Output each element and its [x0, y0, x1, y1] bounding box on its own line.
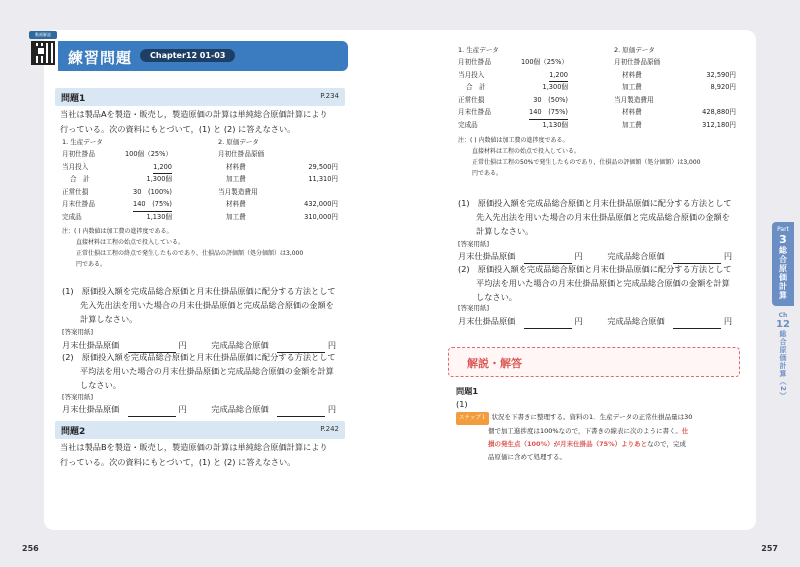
row-label: 加工費 — [226, 212, 246, 221]
yen-4: 円 — [327, 404, 337, 414]
ch-label: Ch — [778, 312, 788, 319]
r-sub1-line1: (1) 原価投入額を完成品総合原価と月末仕掛品原価に配分する方法として — [458, 198, 732, 208]
q1-ref: P.234 — [320, 92, 339, 100]
row-value: 30 (100%) — [133, 187, 172, 196]
r-note1: 注：( ) 内数値は加工費の進捗度である。 — [458, 137, 569, 144]
r-answer-label-1: [答案用紙] — [458, 240, 490, 248]
data-row — [62, 211, 212, 224]
q2-ref: P.242 — [320, 425, 339, 433]
q2-heading — [55, 421, 345, 439]
row-label: 月末仕掛品 — [62, 200, 95, 208]
note4: 円である。 — [76, 261, 107, 268]
page-title: 練習問題 — [68, 49, 133, 67]
row-label: 月初仕掛品 — [458, 58, 491, 66]
cost-data-table — [218, 148, 338, 223]
q2-intro2: 行っている。次の資料にもとづいて，(1) と (2) に答えなさい。 — [60, 457, 296, 467]
qr-code-icon[interactable] — [31, 41, 55, 65]
page-number-left: 256 — [22, 544, 39, 553]
yen-3: 円 — [178, 404, 187, 414]
row-value: 312,180円 — [702, 120, 736, 129]
data-row — [62, 186, 212, 199]
data-row — [218, 148, 338, 161]
row-label: 材料費 — [622, 108, 642, 116]
part-title: 総合原価計算 — [778, 246, 788, 300]
step-paragraph — [456, 411, 741, 464]
step-text2: 個で加工進捗度は100%なので，下書きの線表に次のように書く。 — [488, 427, 682, 435]
row-value: 8,920円 — [710, 83, 736, 91]
cost-title: 2. 原価データ — [218, 138, 259, 146]
q2-intro1: 当社は製品Bを製造・販売し，製造原価の計算は単純総合原価計算により — [60, 442, 328, 452]
r-yen-2: 円 — [723, 251, 733, 261]
data-row — [218, 211, 338, 224]
r-yen-3: 円 — [574, 316, 583, 326]
row-value: 1,130個 — [542, 120, 568, 129]
data-row — [614, 56, 736, 69]
row-label: 完成品 — [458, 120, 478, 129]
row-value: 32,590円 — [706, 70, 736, 79]
r-prod-title: 1. 生産データ — [458, 46, 499, 54]
r-cost-title: 2. 原価データ — [614, 46, 655, 54]
row-label: 当月製造費用 — [614, 95, 654, 104]
row-value: 428,880円 — [702, 108, 736, 116]
row-value: 432,000円 — [304, 200, 338, 208]
r-yen-4: 円 — [723, 316, 733, 326]
row-value: 1,300個 — [146, 175, 172, 183]
sub2-line1: (2) 原価投入額を完成品総合原価と月末仕掛品原価に配分する方法として — [62, 352, 336, 362]
step-red2: 損の発生点（100%）が月末仕掛品（75%）よりあと — [488, 440, 648, 448]
data-row — [218, 198, 338, 211]
row-value: 140 (75%) — [529, 106, 568, 120]
answer-label-2: [答案用紙] — [62, 393, 94, 401]
row-value: 1,300個 — [542, 83, 568, 91]
r-sub1-line3: 計算しなさい。 — [476, 226, 534, 236]
q1-heading — [55, 88, 345, 106]
row-label: 完成品 — [62, 212, 82, 221]
note1: 注：( ) 内数値は加工費の進捗度である。 — [62, 228, 173, 235]
yen-2: 円 — [327, 340, 337, 350]
ch-title: 総合原価計算（2） — [779, 330, 787, 400]
note2: 直接材料は工程の始点で投入している。 — [76, 239, 185, 246]
fin-label: 完成品総合原価 — [211, 340, 269, 350]
row-label: 合 計 — [70, 175, 90, 183]
data-row — [614, 81, 736, 94]
fin-label: 完成品総合原価 — [211, 404, 269, 414]
q1-title: 問題1 — [61, 94, 86, 104]
data-row — [614, 106, 736, 119]
data-row — [614, 119, 736, 132]
q1-intro2: 行っている。次の資料にもとづいて，(1) と (2) に答えなさい。 — [60, 124, 296, 134]
row-label: 月初仕掛品原価 — [614, 58, 661, 66]
data-row — [218, 161, 338, 174]
data-row — [62, 161, 212, 174]
row-value: 100個（25%） — [124, 150, 172, 158]
answer-label-1: [答案用紙] — [62, 328, 94, 336]
fin-answer-field[interactable] — [673, 320, 721, 329]
wip-answer-field[interactable] — [524, 320, 572, 329]
row-value: 30 (50%) — [533, 95, 568, 104]
row-value: 11,310円 — [308, 175, 338, 183]
wip-answer-field[interactable] — [128, 408, 176, 417]
r-note2: 直接材料は工程の始点で投入している。 — [472, 148, 581, 155]
wip-label: 月末仕掛品原価 — [458, 251, 516, 261]
step-red1: 仕 — [681, 427, 689, 435]
row-label: 当月投入 — [62, 162, 89, 171]
data-row — [218, 173, 338, 186]
data-row — [614, 69, 736, 82]
row-value: 1,200 — [153, 161, 172, 175]
part-tab[interactable] — [772, 222, 794, 306]
row-value: 1,200 — [549, 69, 568, 83]
step-text1: 状況を下書きに整理する。資料の1．生産データの正常仕損品量は30 — [491, 413, 693, 421]
row-label: 合 計 — [466, 83, 486, 91]
data-row — [458, 56, 608, 69]
fin-label: 完成品総合原価 — [607, 251, 665, 261]
r-note4: 円である。 — [472, 170, 503, 177]
data-row — [458, 81, 608, 94]
row-value: 1,130個 — [146, 212, 172, 221]
row-label: 材料費 — [226, 162, 246, 171]
row-value: 29,500円 — [308, 162, 338, 171]
data-row — [62, 148, 212, 161]
r-sub2-line2: 平均法を用いた場合の月末仕掛品原価と完成品総合原価の金額を計算 — [476, 278, 730, 288]
sub2-line3: しなさい。 — [80, 380, 121, 390]
data-row — [458, 94, 608, 107]
sub1-line3: 計算しなさい。 — [80, 314, 138, 324]
row-label: 月初仕掛品原価 — [218, 150, 265, 158]
wip-label: 月末仕掛品原価 — [62, 404, 120, 414]
data-row — [458, 119, 608, 132]
data-row — [458, 106, 608, 119]
video-tag: 動画解説 — [29, 31, 57, 39]
sub2-line2: 平均法を用いた場合の月末仕掛品原価と完成品総合原価の金額を計算 — [80, 366, 334, 376]
note3: 正常仕損は工程の終点で発生したものであり，仕損品の評価額（処分価額）は3,000 — [76, 250, 304, 257]
step-text4: 品原価に含めて処理する。 — [488, 453, 566, 461]
q1-intro1: 当社は製品Aを製造・販売し，製造原価の計算は単純総合原価計算により — [60, 109, 328, 119]
explanation-banner — [448, 347, 740, 377]
row-label: 材料費 — [226, 200, 246, 208]
q2-title: 問題2 — [61, 427, 86, 437]
row-label: 加工費 — [622, 83, 642, 91]
r-sub2-line3: しなさい。 — [476, 292, 517, 302]
step-text3: なので，完成 — [647, 440, 687, 448]
data-row — [62, 173, 212, 186]
row-label: 月初仕掛品 — [62, 150, 95, 158]
r-note3: 正常仕損は工程の50%で発生したものであり，仕損品の評価額（処分価額）は3,000 — [472, 159, 701, 166]
row-label: 正常仕損 — [62, 187, 89, 196]
page-number-right: 257 — [761, 544, 778, 553]
right-page — [400, 0, 800, 567]
explanation-title: 解説・解答 — [467, 357, 522, 370]
data-row — [614, 94, 736, 107]
r-production-data-table — [458, 56, 608, 131]
row-label: 当月製造費用 — [218, 187, 258, 196]
r-answer-label-2: [答案用紙] — [458, 304, 490, 312]
ans-q-title: 問題1 — [456, 386, 479, 396]
part-label: Part — [777, 226, 789, 233]
row-label: 加工費 — [226, 175, 246, 183]
chapter-chip: Chapter12 01-03 — [140, 49, 235, 62]
row-label: 当月投入 — [458, 70, 485, 79]
row-value: 100個（25%） — [520, 58, 568, 66]
answer-row-2 — [62, 402, 352, 417]
row-value: 140 (75%) — [133, 198, 172, 212]
data-row — [458, 69, 608, 82]
r-answer-row-2 — [458, 314, 748, 329]
part-number: 3 — [779, 233, 787, 246]
yen-1: 円 — [178, 340, 187, 350]
wip-label: 月末仕掛品原価 — [458, 316, 516, 326]
r-sub1-line2: 先入先出法を用いた場合の月末仕掛品原価と完成品総合原価の金額を — [476, 212, 730, 222]
production-data-table — [62, 148, 212, 223]
ans-sub: (1) — [456, 399, 468, 409]
r-cost-data-table — [614, 56, 736, 131]
row-value: 310,000円 — [304, 212, 338, 221]
row-label: 材料費 — [622, 70, 642, 79]
fin-label: 完成品総合原価 — [607, 316, 665, 326]
row-label: 月末仕掛品 — [458, 108, 491, 116]
r-sub2-line1: (2) 原価投入額を完成品総合原価と月末仕掛品原価に配分する方法として — [458, 264, 732, 274]
data-row — [62, 198, 212, 211]
sub1-line1: (1) 原価投入額を完成品総合原価と月末仕掛品原価に配分する方法として — [62, 286, 336, 296]
step-badge: ステップ１ — [456, 412, 489, 425]
wip-label: 月末仕掛品原価 — [62, 340, 120, 350]
r-yen-1: 円 — [574, 251, 583, 261]
chapter-tab[interactable] — [772, 312, 794, 422]
ch-number: 12 — [776, 319, 790, 330]
fin-answer-field[interactable] — [277, 408, 325, 417]
prod-title: 1. 生産データ — [62, 138, 103, 146]
row-label: 正常仕損 — [458, 95, 485, 104]
data-row — [218, 186, 338, 199]
row-label: 加工費 — [622, 120, 642, 129]
sub1-line2: 先入先出法を用いた場合の月末仕掛品原価と完成品総合原価の金額を — [80, 300, 334, 310]
